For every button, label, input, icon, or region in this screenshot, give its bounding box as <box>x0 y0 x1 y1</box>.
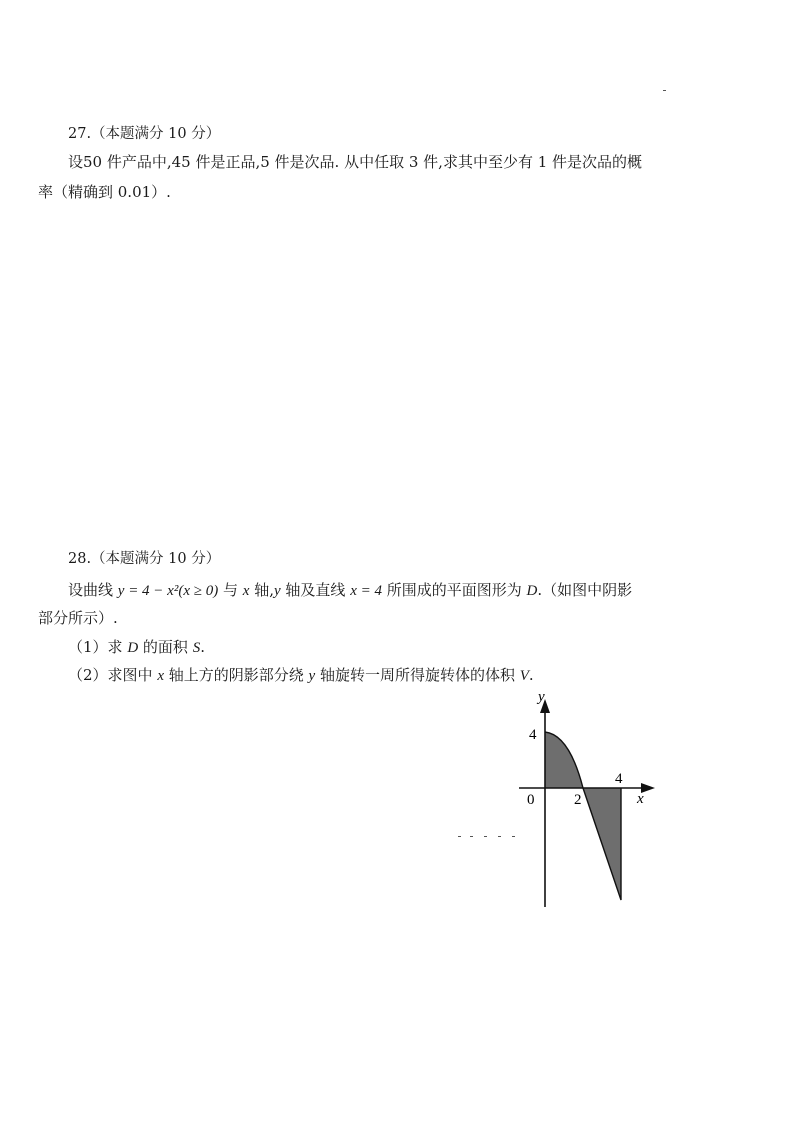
x-axis-label: x <box>637 791 644 807</box>
q28-text: 轴上方的阴影部分绕 <box>163 666 309 684</box>
q28-text: 的面积 <box>138 638 193 656</box>
area-s: S <box>192 640 201 656</box>
math-x: x <box>242 583 250 599</box>
y-axis-label: y <box>538 689 545 705</box>
q28-text: 所围成的平面图形为 <box>381 581 527 599</box>
tick-label-x-4: 4 <box>615 771 623 787</box>
q28-part1 <box>68 637 205 658</box>
scan-speck <box>512 836 515 837</box>
q27-text-line1: 设50 件产品中,45 件是正品,5 件是次品. 从中任取 3 件,求其中至少有 1 件是次品的概 <box>68 153 643 171</box>
q28-text: 轴旋转一周所得旋转体的体积 <box>315 666 520 684</box>
q27-header: 27.（本题满分 10 分） <box>68 126 221 142</box>
shaded-region-above-axis <box>545 732 583 788</box>
q28-text: 设曲线 <box>68 581 118 599</box>
curve-equation: y = 4 − x²(x ≥ 0) <box>117 583 219 599</box>
region-d: D <box>127 640 139 656</box>
q28-text-line1 <box>68 580 632 601</box>
q28-text: （2）求图中 <box>68 666 158 684</box>
q28-text-line2: 部分所示）. <box>38 609 118 627</box>
q28-text: . <box>528 666 534 684</box>
q27-text-line2: 率（精确到 0.01）. <box>38 183 171 201</box>
q28-part2 <box>68 665 534 686</box>
tick-label-y-4: 4 <box>529 727 537 743</box>
region-figure <box>505 685 665 915</box>
scan-speck <box>663 90 666 91</box>
region-d: D <box>526 583 538 599</box>
math-y: y <box>308 668 316 684</box>
q28-header: 28.（本题满分 10 分） <box>68 551 221 567</box>
q28-text: 轴及直线 <box>280 581 351 599</box>
scan-speck <box>470 836 473 837</box>
scan-speck <box>498 836 501 837</box>
line-equation: x = 4 <box>350 583 382 599</box>
scan-speck <box>458 836 461 837</box>
origin-label: 0 <box>527 792 535 808</box>
volume-v: V <box>519 668 529 684</box>
math-x: x <box>157 668 164 684</box>
math-y: y <box>273 583 281 599</box>
q28-text: 与 <box>218 581 243 599</box>
q28-text: . <box>200 638 205 656</box>
q28-text: 轴, <box>249 581 274 599</box>
tick-label-x-2: 2 <box>574 792 582 808</box>
scan-speck <box>484 836 487 837</box>
q28-text: .（如图中阴影 <box>537 581 633 599</box>
q28-text: （1）求 <box>68 638 128 656</box>
